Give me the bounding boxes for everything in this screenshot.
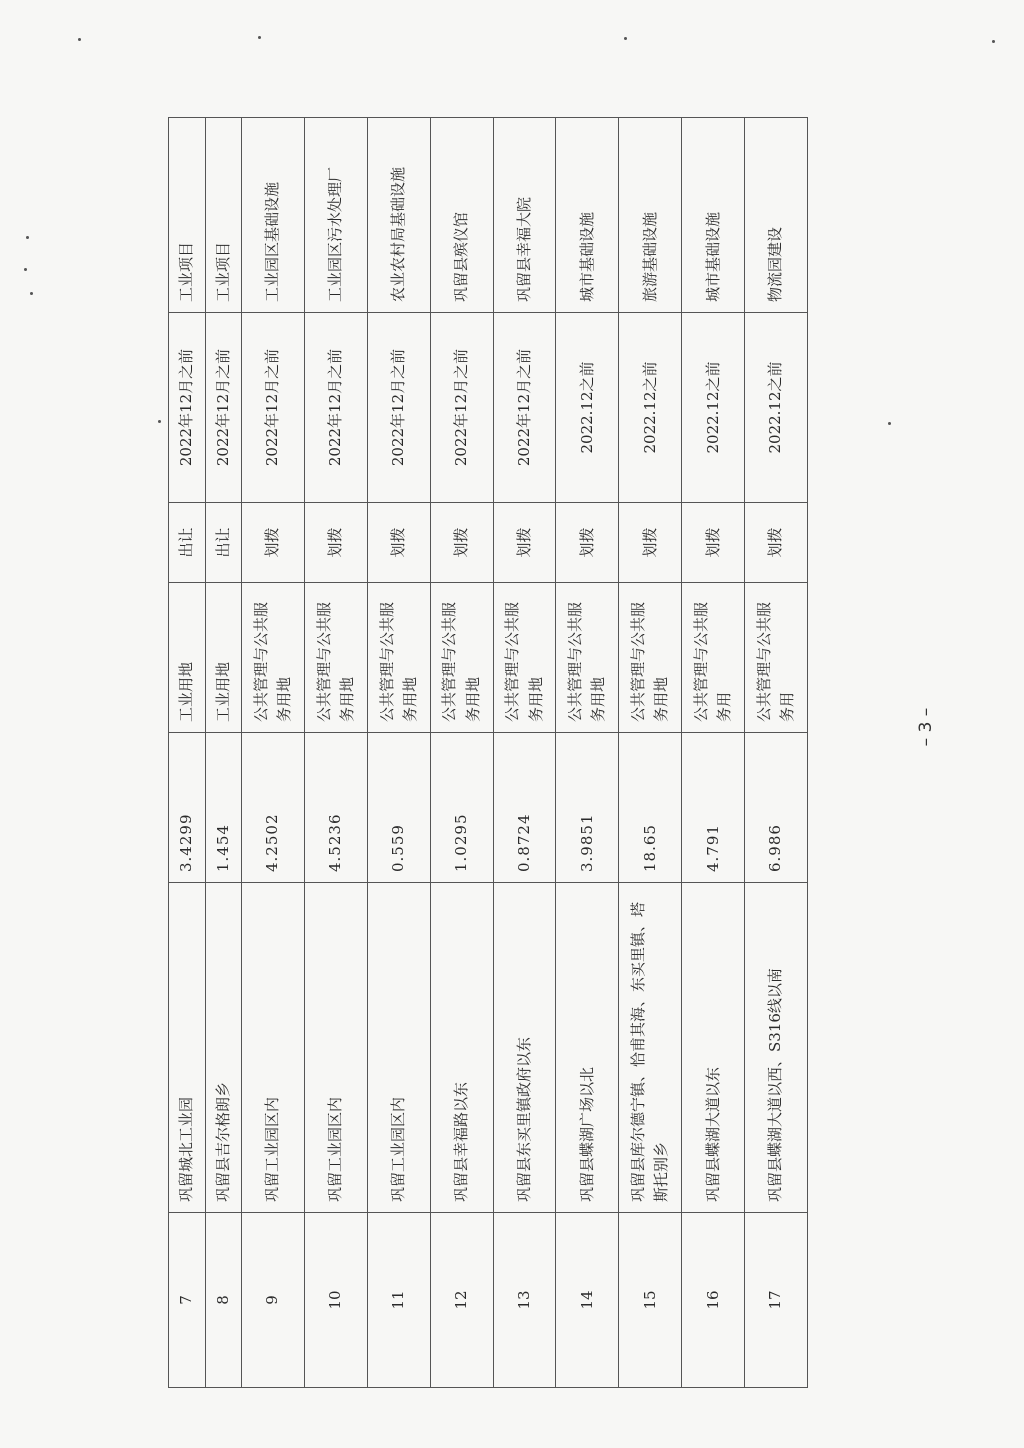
row-location: 巩留城北工业园 [169, 883, 206, 1213]
row-area: 1.454 [205, 733, 242, 883]
row-supply-time: 2022.12之前 [556, 313, 619, 503]
table-body [169, 118, 808, 1388]
row-project: 城市基础设施 [556, 118, 619, 313]
row-location: 巩留工业园区内 [367, 883, 430, 1213]
row-location: 巩留县东买里镇政府以东 [493, 883, 556, 1213]
row-land-use: 公共管理与公共服务用地 [619, 583, 682, 733]
row-number: 7 [169, 1213, 206, 1388]
row-area: 1.0295 [430, 733, 493, 883]
row-land-use: 工业用地 [205, 583, 242, 733]
row-supply-time: 2022年12月之前 [169, 313, 206, 503]
row-supply-method: 划拨 [619, 503, 682, 583]
row-area: 4.791 [682, 733, 745, 883]
row-location: 巩留县幸福路以东 [430, 883, 493, 1213]
table-row [745, 118, 808, 1388]
row-supply-method: 出让 [205, 503, 242, 583]
row-area: 18.65 [619, 733, 682, 883]
row-project: 旅游基础设施 [619, 118, 682, 313]
row-supply-method: 出让 [169, 503, 206, 583]
scan-speck [24, 268, 27, 271]
row-supply-time: 2022年12月之前 [242, 313, 305, 503]
row-land-use: 公共管理与公共服务用 [745, 583, 808, 733]
row-project: 工业园区污水处理厂 [304, 118, 367, 313]
row-project: 物流园建设 [745, 118, 808, 313]
scan-speck [30, 292, 33, 295]
table-row [556, 118, 619, 1388]
row-number: 11 [367, 1213, 430, 1388]
row-area: 0.559 [367, 733, 430, 883]
row-supply-time: 2022年12月之前 [205, 313, 242, 503]
row-number: 13 [493, 1213, 556, 1388]
table-row [242, 118, 305, 1388]
row-supply-time: 2022.12之前 [682, 313, 745, 503]
row-location: 巩留工业园区内 [304, 883, 367, 1213]
table-row [682, 118, 745, 1388]
scan-speck [258, 36, 261, 39]
page-number: – 3 – [916, 707, 936, 747]
row-number: 10 [304, 1213, 367, 1388]
row-supply-method: 划拨 [745, 503, 808, 583]
table-row [169, 118, 206, 1388]
row-supply-method: 划拨 [367, 503, 430, 583]
row-project: 巩留县殡仪馆 [430, 118, 493, 313]
row-supply-time: 2022.12之前 [745, 313, 808, 503]
row-area: 4.2502 [242, 733, 305, 883]
table-row [493, 118, 556, 1388]
row-land-use: 公共管理与公共服务用地 [367, 583, 430, 733]
row-land-use: 公共管理与公共服务用 [682, 583, 745, 733]
land-table-region [168, 118, 808, 1388]
table-row [304, 118, 367, 1388]
table-row [619, 118, 682, 1388]
table-row [205, 118, 242, 1388]
row-location: 巩留县吉尔格朗乡 [205, 883, 242, 1213]
row-land-use: 工业用地 [169, 583, 206, 733]
row-project: 工业项目 [205, 118, 242, 313]
row-supply-method: 划拨 [430, 503, 493, 583]
row-number: 16 [682, 1213, 745, 1388]
row-location: 巩留工业园区内 [242, 883, 305, 1213]
page-number-region [904, 705, 948, 755]
scan-speck [888, 422, 891, 425]
row-number: 12 [430, 1213, 493, 1388]
row-number: 9 [242, 1213, 305, 1388]
row-supply-time: 2022年12月之前 [430, 313, 493, 503]
row-supply-method: 划拨 [493, 503, 556, 583]
row-project: 农业农村局基础设施 [367, 118, 430, 313]
table-row [367, 118, 430, 1388]
row-land-use: 公共管理与公共服务用地 [493, 583, 556, 733]
row-area: 6.986 [745, 733, 808, 883]
row-location: 巩留县库尔德宁镇、恰甫其海、东买里镇、塔斯托别乡 [619, 883, 682, 1213]
row-supply-time: 2022年12月之前 [493, 313, 556, 503]
row-number: 14 [556, 1213, 619, 1388]
row-area: 0.8724 [493, 733, 556, 883]
row-location: 巩留县蝶湖广场以北 [556, 883, 619, 1213]
row-supply-method: 划拨 [304, 503, 367, 583]
row-supply-time: 2022年12月之前 [304, 313, 367, 503]
row-land-use: 公共管理与公共服务用地 [430, 583, 493, 733]
scan-speck [624, 37, 627, 40]
scan-speck [78, 38, 81, 41]
row-project: 工业园区基础设施 [242, 118, 305, 313]
land-supply-table [168, 117, 808, 1388]
row-number: 17 [745, 1213, 808, 1388]
row-project: 工业项目 [169, 118, 206, 313]
row-supply-method: 划拨 [242, 503, 305, 583]
row-number: 8 [205, 1213, 242, 1388]
row-number: 15 [619, 1213, 682, 1388]
row-area: 4.5236 [304, 733, 367, 883]
row-supply-method: 划拨 [556, 503, 619, 583]
row-area: 3.4299 [169, 733, 206, 883]
row-project: 城市基础设施 [682, 118, 745, 313]
scan-speck [992, 40, 995, 43]
row-location: 巩留县蝶湖大道以东 [682, 883, 745, 1213]
scan-speck [158, 420, 161, 423]
row-supply-time: 2022年12月之前 [367, 313, 430, 503]
row-project: 巩留县幸福大院 [493, 118, 556, 313]
row-land-use: 公共管理与公共服务用地 [304, 583, 367, 733]
row-area: 3.9851 [556, 733, 619, 883]
row-supply-time: 2022.12之前 [619, 313, 682, 503]
row-land-use: 公共管理与公共服务用地 [556, 583, 619, 733]
table-row [430, 118, 493, 1388]
row-location: 巩留县蝶湖大道以西、S316线以南 [745, 883, 808, 1213]
row-supply-method: 划拨 [682, 503, 745, 583]
row-land-use: 公共管理与公共服务用地 [242, 583, 305, 733]
scan-speck [26, 236, 29, 239]
